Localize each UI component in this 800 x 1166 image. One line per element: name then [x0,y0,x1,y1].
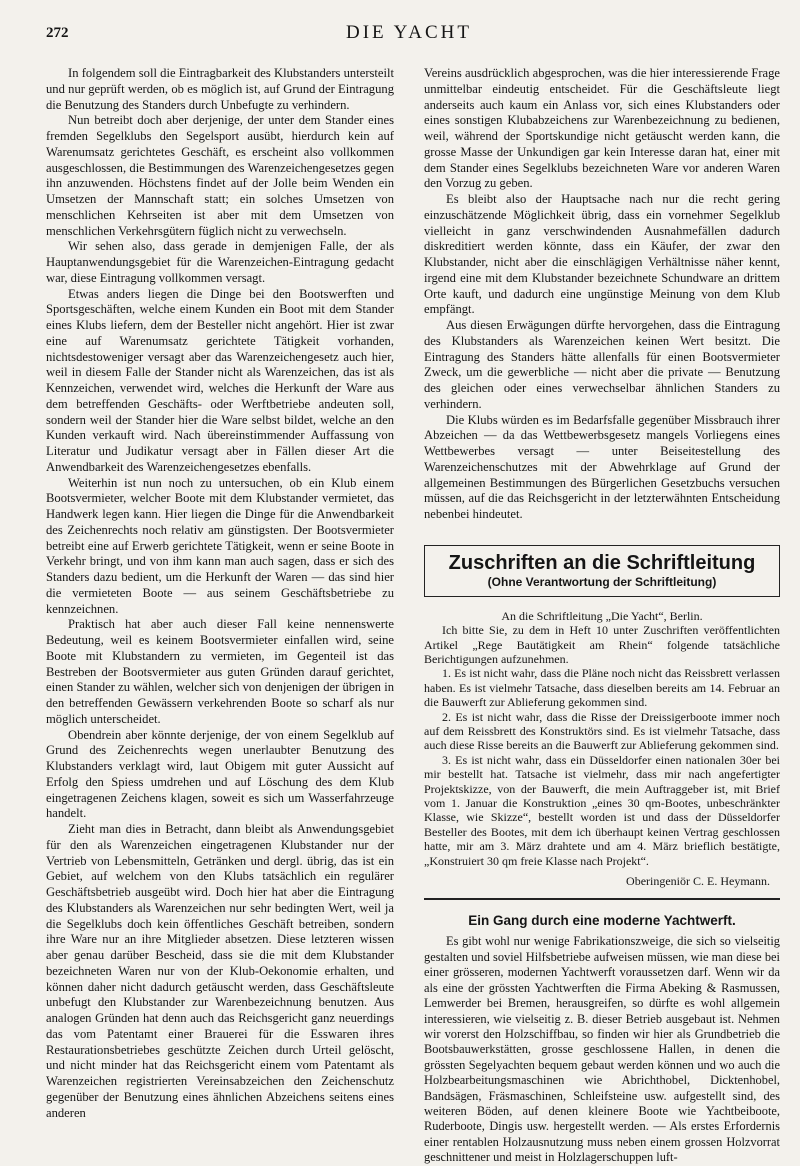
letter-salutation: An die Schriftleitung „Die Yacht“, Berlin. [501,608,703,623]
paragraph: Praktisch hat aber auch dieser Fall keine nennenswerte Bedeutung, weil es keinem Bootsvermieter einfallen wird, seine Boote mit Klubstandern zu vermieten, im Gegenteil ist das Bestreben der Bootsvermieter aus guten Gründen darauf gerichtet, einen Stander zu wählen, welcher sich von denjenigen der übrigen in den betreffenden Gewässern verkehrenden Boote so scharf als nur möglich unterscheidet. [46,617,394,726]
paragraph: Weiterhin ist nun noch zu untersuchen, ob ein Klub einem Bootsvermieter, welcher Boote mit dem Klubstander vermietet, das Handwerk legen kann. Hier liegen die Dinge für die Anwendbarkeit des Zeichenrechts noch relativ am günstigsten. Der Bootsvermieter betreibt eine auf Erwerb gerichtete Tätigkeit, wenn er seine Boote in Verkehr bringt, und von ihm kann man auch sagen, dass er sich des Standers dazu bedient, um die Herkunft der Waren — das sind hier die vermieteten Boote — aus seinem Geschäftsbetriebe zu kennzeichnen. [46,475,394,616]
paragraph: Zieht man dies in Betracht, dann bleibt als Anwendungsgebiet für den als Warenzeichen eingetragenen Klubstander nur der Vertrieb von Lebensmitteln, Getränken und dergl. übrig, das ist ein Gebiet, auf welchem von den Klubs tatsächlich ein regulärer Geschäftsbetrieb ausgeübt wird. Doch hier hat aber die Eintragung des Klubstanders als Warenzeichen nur sehr bedingten Wert, weil ja die Segelklubs doch kein öffentliches Geschäft betreiben, sondern ihre Ware nur an ihre Mitglieder absetzen. Diese letzteren wissen aber genau darüber Bescheid, dass sie die mit dem Klubstander bezeichneten Waren nur von der Klub-Oekonomie erhalten, und können daher nicht dadurch getäuscht werden, dass Geschäftsleute unbefugt den Klubstander zur Warenbezeichnung benutzen. Aus analogen Gründen hat denn auch das Reichsgericht ganz neuerdings das vom Patentamt einer Brauerei für die Esswaren ihres Restaurationsbetriebes geschützte Zeichen durch Urteil gelöscht, und nicht minder hat das Reichsgericht einem vom Patentamt als Warenzeichen registrierten Vereinsabzeichen den Zeichenschutz gegenüber der Benutzung eines ähnlichen Abzeichens seitens eines anderen [46,822,394,1120]
left-column [46,66,394,1121]
section-divider [424,898,780,900]
article-yachtwerft [424,912,780,1165]
paragraph: In folgendem soll die Eintragbarkeit des Klubstanders untersteilt und nur geprüft werden, ob es möglich ist, auf Grund der Eintragung die Benutzung des Standers durch Unbefugte zu verhindern. [46,66,394,112]
letters-section-title: Zuschriften an die Schriftleitung [448,551,756,574]
paragraph: Die Klubs würden es im Bedarfsfalle gegenüber Missbrauch ihrer Abzeichen — da das Wettbewerbsgesetz mangels Vorliegens eines Wettbewerbes versagt — unter Beiseitestellung des Warenzeichenschutzes mit der Abwehrklage auf Grund der allgemeinen Bestimmungen des Bürgerlichen Gesetzbuchs versuchen müssen, auf die das Reichsgericht in der letzterwähnten Entscheidung nebenbei hindeutet. [424,412,780,521]
page-header [46,22,772,48]
paragraph: Wir sehen also, dass gerade in demjenigen Falle, der als Hauptanwendungsgebiet für die Warenzeichen-Eintragung gedacht war, diese Eintragung vollkommen versagt. [46,239,394,285]
letter-paragraph: 3. Es ist nicht wahr, dass ein Düsseldorfer einen nationalen 30er bei mir bestellt hat. Tatsache ist vielmehr, dass mir nach angefertigter Projektskizze, von der Bauwerft, die mein Auftraggeber ist, mit Brief vom 1. Januar die Konstruktion „eines 30 qm-Bootes, unbeschränkter Klasse, wie Skizze“, bestellt worden ist und dass der Düsseldorfer Besteller des Bootes, mit dem ich überhaupt keinen Vertrag geschlossen hatte, mir am 3. März drahtete und am 4. März brieflich bestätigte, „Konstruiert 30 qm freie Klasse nach Projekt“. [424,752,780,868]
article-paragraph: Es gibt wohl nur wenige Fabrikationszweige, die sich so vielseitig gestalten und soviel Hilfsbetriebe aufweisen müssen, wie man diese bei einer grösseren, modernen Yachtwerft voraussetzen darf. Wenn wir da als eine der grössten Yachtwerften die Firma Abeking & Rasmussen, Lemwerder bei Bremen, herausgreifen, so dürfte es wohl allgemein interessieren, wie vielseitig z. B. dieser Betrieb ausgebaut ist. Nehmen wir vorerst den Holzschiffbau, so finden wir hier als Grundbetrieb die Bootsbauwerkstätten, grosse geschlossene Hallen, in denen die grössten Segelyachten bequem gebaut werden können und wo auch die Holzbearbeitungsmaschinen wie Abrichthobel, Dicktenhobel, Bandsägen, Fräsmaschinen, Schleifsteine usw. aufgestellt sind, des weiteren Böden, auf denen kleinere Boote wie Yachtbeiboote, Ruderboote, Dingis usw. hergestellt werden. — Als erstes Erfordernis einer rentablen Holzausnutzung muss neben einem grossen Holzvorrat geschnittener und meist in Holzlagerschuppen luft- [424,934,780,1165]
paragraph: Es bleibt also der Hauptsache nach nur die recht gering einzuschätzende Möglichkeit übrig, dass ein vornehmer Segelklub vielleicht in ganz verschwindenden Ausnahmefällen dadurch diskreditiert werden könnte, dass ein Käufer, der zwar den Klubstander, nicht aber die einschlägigen Verhältnisse näher kennt, irgend eine mit dem Klubstander bezeichnete Schundware an drittem Orte kauft, und dadurch eine ungünstige Meinung von dem Klub empfängt. [424,192,780,317]
right-column [424,66,780,1166]
paragraph: Etwas anders liegen die Dinge bei den Bootswerften und Sportsgeschäften, welche einem Kunden ein Boot mit dem Stander eines Klubs liefern, dem der Besteller nicht angehört. Hier ist zwar eine auf Warenumsatz gerichtete Tätigkeit vorhanden, nichtsdestoweniger versagt aber das Warenzeichengesetz auch hier, weil in diesem Falle der Stander nicht als Warenzeichen, das ist als Kennzeichen, verwendet wird, welches die Herkunft der Ware aus dem betreffenden Geschäfts- oder Werftbetriebe andeuten soll, sondern weil der Stander hier die Ware selbst bildet, welche an den Kunden verkauft wird. Nach übereinstimmender Auffassung von Literatur und Judikatur versagt aber in Fällen dieser Art die Anwendbarkeit des Warenzeichengesetzes ebenfalls. [46,286,394,474]
paragraph: Nun betreibt doch aber derjenige, der unter dem Stander eines fremden Segelklubs den Segelsport ausübt, hierdurch kein auf Warenumsatz gerichtetes Geschäft, es erscheint also vollkommen ausgeschlossen, die Bestimmungen des Warenzeichengesetzes gegen ihn anzuwenden. Höchstens findet auf der Jolle beim Wenden ein Umsetzen der Mannschaft statt; ein solches Umsetzen von menschlichen Kehrseiten ist aber mit dem Umsetzen von menschlichen Verkehrsgütern füglich nicht zu verwechseln. [46,113,394,238]
paragraph-continuation: Vereins ausdrücklich abgesprochen, was die hier interessierende Frage unmittelbar eindeutig entscheidet. Für die Geschäftsleute liegt anderseits auch kaum ein Anlass vor, sich eines Klubstanders oder eines sonstigen Klubabzeichens zur Warenbezeichnung zu bedienen, weil, während der Sportskundige nicht getäuscht werden kann, die grosse Masse der Unkundigen gar kein Interesse daran hat, einer mit dem Stander eines Segelklubs bezeichneten Ware vor anderen Waren den Vorzug zu geben. [424,66,780,191]
letter-paragraph: 1. Es ist nicht wahr, dass die Pläne noch nicht das Reissbrett verlassen haben. Es ist vielmehr Tatsache, dass dieselben bereits am 14. Februar an die Bauwerft zur Ablieferung gekommen sind. [424,666,780,710]
letters-section-subtitle: (Ohne Verantwortung der Schriftleitung) [487,574,717,589]
page-number: 272 [46,25,69,41]
paragraph: Aus diesen Erwägungen dürfte hervorgehen, dass die Eintragung des Klubstanders als Warenzeichen keinen Wert besitzt. Die Eintragung des Standers hätte allenfalls für einen Bootsvermieter Zweck, um die gewerbliche — nicht aber die private — Benutzung des gleichen oder eines verwechselbar ähnlichen Standers zu verhindern. [424,318,780,411]
letter-paragraph: 2. Es ist nicht wahr, dass die Risse der Dreissigerboote immer noch auf dem Reissbrett des Konstruktörs sind. Es ist vielmehr Tatsache, dass auch diese Risse bereits an die Bauwerft zur Ablieferung gekommen sind. [424,709,780,753]
reader-letter [424,609,780,889]
letter-paragraph: Ich bitte Sie, zu dem in Heft 10 unter Zuschriften veröffentlichten Artikel „Rege Bautätigkeit am Rhein“ folgende tatsächliche Berichtigungen aufzunehmen. [424,623,780,666]
journal-title: DIE YACHT [345,22,473,43]
letter-signature: Oberingeniör C. E. Heymann. [626,874,770,889]
paragraph: Obendrein aber könnte derjenige, der von einem Segelklub auf Grund des Zeichenrechts wegen unerlaubter Benutzung des Klubstanders verklagt wird, laut Obigem mit guter Aussicht auf Erfolg den Spiess umdrehen und auf Löschung des dem Klub eingetragenen Zeichens klagen, soweit es sich um Wasserfahrzeuge handelt. [46,727,394,821]
letters-section-box [424,545,780,597]
article-title: Ein Gang durch eine moderne Yachtwerft. [468,913,736,929]
